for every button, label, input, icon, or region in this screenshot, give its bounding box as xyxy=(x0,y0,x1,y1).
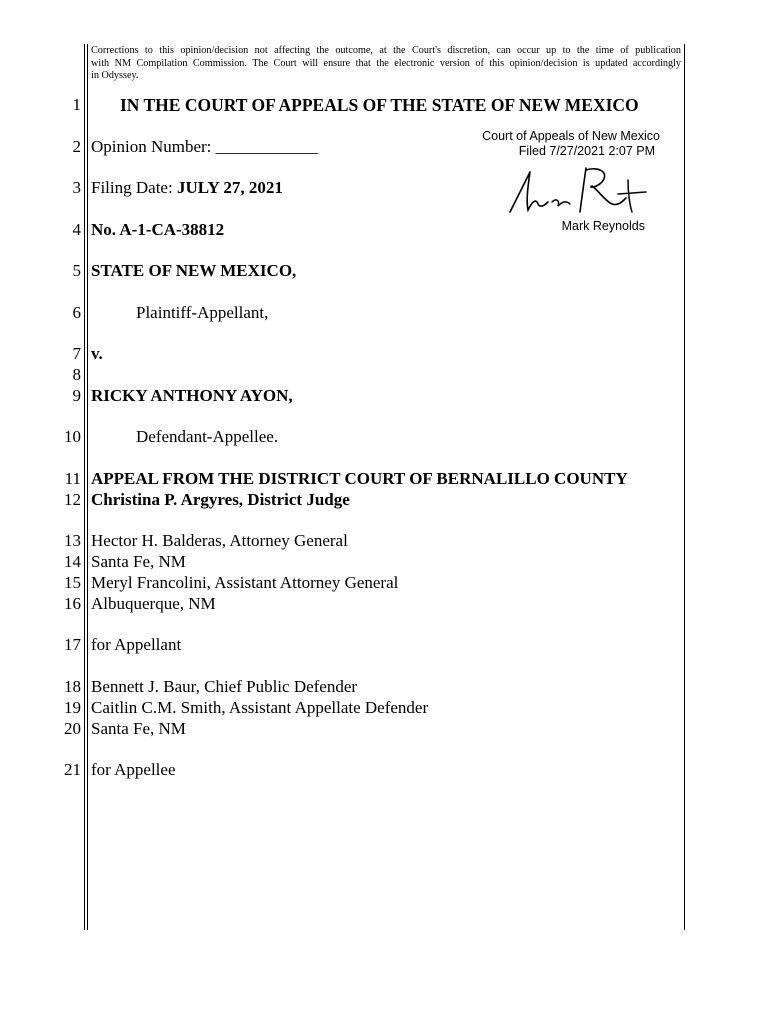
line-number: 16 xyxy=(64,594,81,613)
stamp-filed-date: Filed 7/27/2021 2:07 PM xyxy=(518,144,655,158)
line-number: 8 xyxy=(72,365,81,384)
line-number: 3 xyxy=(72,178,81,197)
corrections-notice xyxy=(91,45,681,83)
counsel-line: Bennett J. Baur, Chief Public Defender xyxy=(91,677,358,696)
notice-line-2: with NM Compilation Commission. The Court will ensure that the electronic version of this opinion/decision is updated accordingly xyxy=(91,57,681,69)
line-number: 6 xyxy=(72,303,81,322)
filing-date-label: Filing Date: xyxy=(91,178,177,197)
counsel-line: Meryl Francolini, Assistant Attorney General xyxy=(91,573,399,592)
line-number: 21 xyxy=(64,760,81,779)
line-number: 5 xyxy=(72,261,81,280)
for-appellee: for Appellee xyxy=(91,760,176,779)
for-appellant: for Appellant xyxy=(91,635,182,654)
line-number: 19 xyxy=(64,698,81,717)
counsel-line: Caitlin C.M. Smith, Assistant Appellate Defender xyxy=(91,698,429,717)
notice-line-3: in Odyssey. xyxy=(91,70,139,81)
right-margin-rule xyxy=(684,44,685,930)
line-number: 17 xyxy=(64,635,81,654)
line-number: 4 xyxy=(72,220,81,239)
line-number: 14 xyxy=(64,552,81,571)
line-number: 11 xyxy=(64,469,81,488)
stamp-court-name: Court of Appeals of New Mexico xyxy=(482,129,660,143)
left-margin-rule xyxy=(84,44,85,930)
appeal-from: APPEAL FROM THE DISTRICT COURT OF BERNALILLO COUNTY xyxy=(91,469,628,488)
opinion-number: Opinion Number: ____________ xyxy=(91,137,318,156)
line-number: 10 xyxy=(64,427,81,446)
line-number: 18 xyxy=(64,677,81,696)
filing-date xyxy=(91,178,283,198)
plaintiff-name: STATE OF NEW MEXICO, xyxy=(91,261,297,280)
notice-line-1: Corrections to this opinion/decision not affecting the outcome, at the Court's discretion, can occur up to the time of publication xyxy=(91,45,681,56)
defendant-role: Defendant-Appellee. xyxy=(136,427,279,446)
counsel-line: Albuquerque, NM xyxy=(91,594,216,613)
counsel-line: Santa Fe, NM xyxy=(91,719,186,738)
line-number: 20 xyxy=(64,719,81,738)
filing-date-value: JULY 27, 2021 xyxy=(176,178,283,197)
line-number: 1 xyxy=(72,95,81,114)
defendant-name: RICKY ANTHONY AYON, xyxy=(91,386,293,405)
signature-image xyxy=(500,160,650,220)
line-number: 13 xyxy=(64,531,81,550)
district-judge: Christina P. Argyres, District Judge xyxy=(91,490,350,509)
line-number: 9 xyxy=(72,386,81,405)
line-number: 15 xyxy=(64,573,81,592)
left-margin-rule-inner xyxy=(87,44,88,930)
stamp-signer-name: Mark Reynolds xyxy=(561,219,645,233)
counsel-line: Santa Fe, NM xyxy=(91,552,186,571)
case-number: No. A-1-CA-38812 xyxy=(91,220,225,239)
line-number: 7 xyxy=(72,344,81,363)
versus: v. xyxy=(91,344,103,363)
line-number: 2 xyxy=(72,137,81,156)
line-number: 12 xyxy=(64,490,81,509)
court-title: IN THE COURT OF APPEALS OF THE STATE OF NEW MEXICO xyxy=(120,95,639,115)
counsel-line: Hector H. Balderas, Attorney General xyxy=(91,531,348,550)
plaintiff-role: Plaintiff-Appellant, xyxy=(136,303,269,322)
